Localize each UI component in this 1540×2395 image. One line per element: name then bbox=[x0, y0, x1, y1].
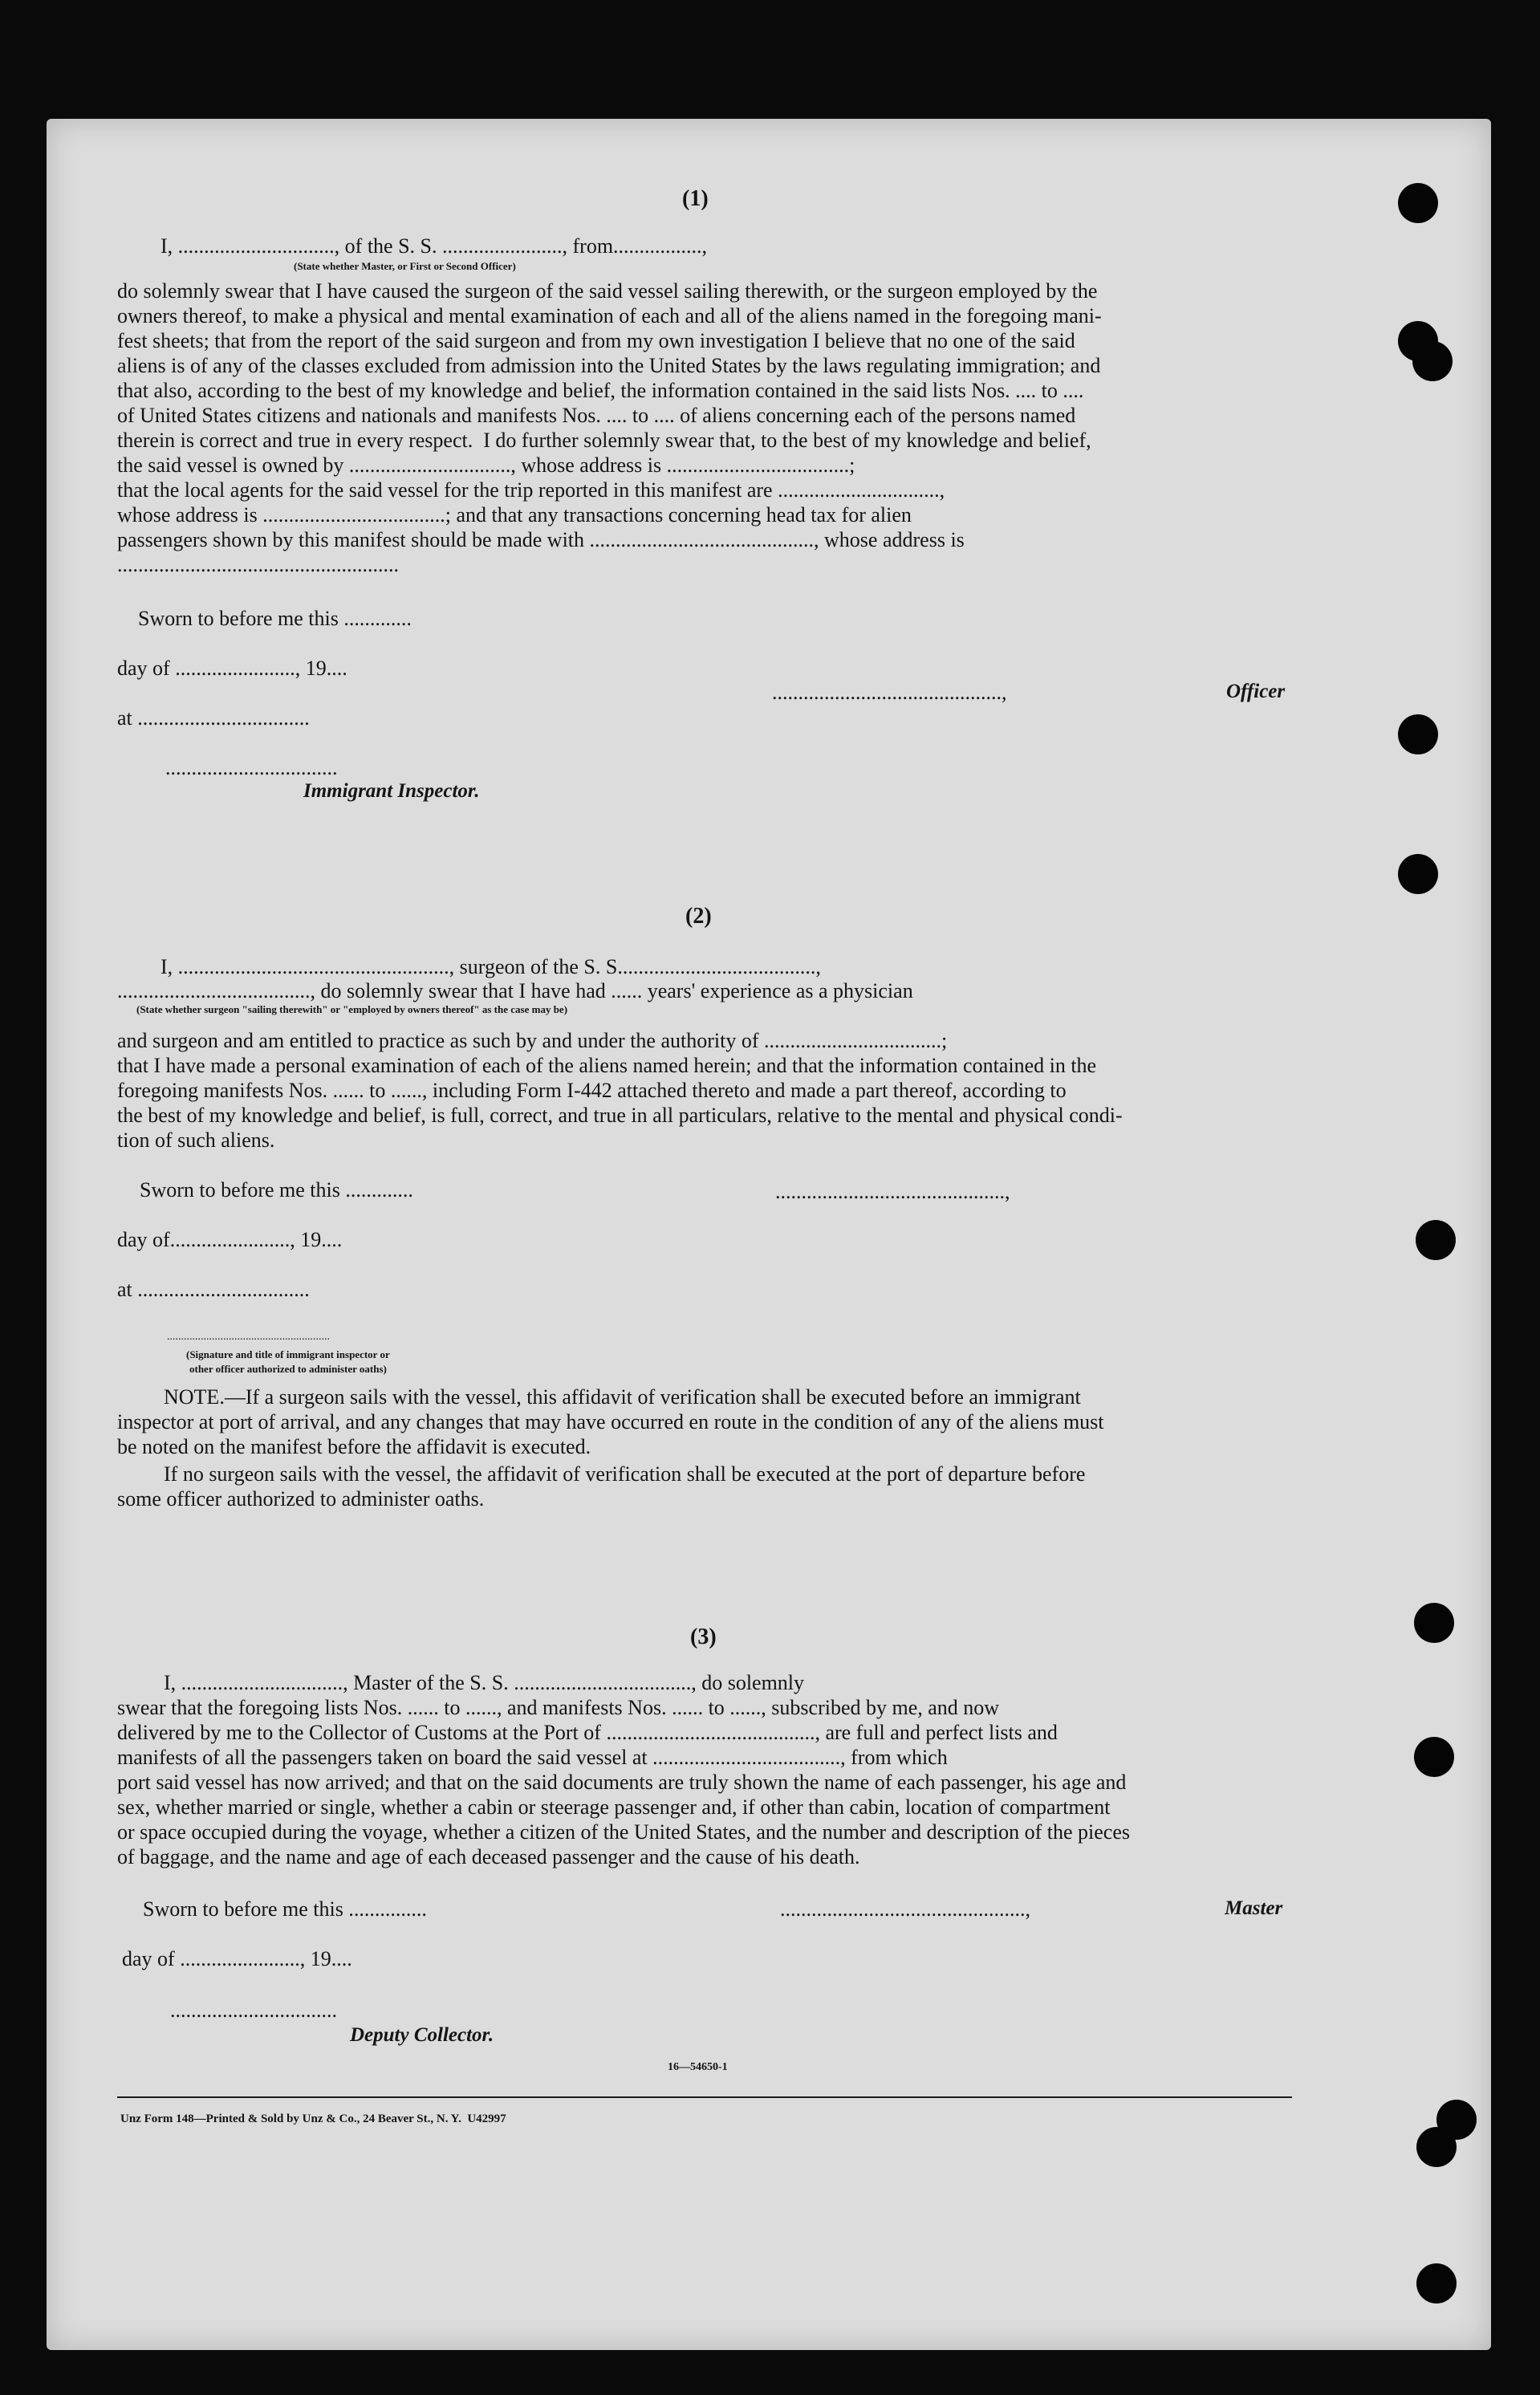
section-2-officer-line: ............................................, bbox=[775, 1180, 1015, 1203]
section-1-text-line: aliens is of any of the classes excluded from admission into the United States by the laws regulating immigration; and bbox=[117, 354, 1101, 377]
section-1-text-line: therein is correct and true in every respect. I do further solemnly swear that, to the best of my knowledge and belief, bbox=[117, 429, 1091, 452]
section-2-note-line: be noted on the manifest before the affidavit is executed. bbox=[117, 1435, 591, 1458]
section-2-text-line: the best of my knowledge and belief, is full, correct, and true in all particulars, relative to the mental and physical condi- bbox=[117, 1104, 1123, 1127]
section-1-text-line: ...................................................... bbox=[117, 553, 399, 576]
section-3-text-line: swear that the foregoing lists Nos. ...... to ......, and manifests Nos. ...... to ......, subscribed by me, and now bbox=[117, 1696, 1000, 1719]
section-1-text-line: of United States citizens and nationals and manifests Nos. .... to .... of aliens concerning each of the persons named bbox=[117, 404, 1076, 427]
binder-hole bbox=[1412, 341, 1453, 381]
binder-hole bbox=[1416, 2127, 1457, 2167]
section-2-note-line bbox=[164, 1385, 1081, 1409]
section-2-day: day of......................., 19.... bbox=[117, 1228, 343, 1251]
section-2-note-line: If no surgeon sails with the vessel, the affidavit of verification shall be executed at the port of departure before bbox=[164, 1462, 1086, 1486]
section-2-text-line: and surgeon and am entitled to practice as such by and under the authority of ..................................; bbox=[117, 1029, 948, 1052]
section-1-sworn: Sworn to before me this ............. bbox=[138, 607, 412, 630]
section-2-signature-note: (Signature and title of immigrant inspector or bbox=[186, 1348, 390, 1360]
section-1-officer-note: (State whether Master, or First or Second Officer) bbox=[294, 260, 516, 272]
section-3-text-line: or space occupied during the voyage, whether a citizen of the United States, and the number and description of the pieces bbox=[117, 1820, 1131, 1844]
section-3-text-line: sex, whether married or single, whether a cabin or steerage passenger and, if other than cabin, location of compartment bbox=[117, 1795, 1111, 1819]
binder-hole bbox=[1416, 2263, 1457, 2304]
section-1-text-line: do solemnly swear that I have caused the surgeon of the said vessel sailing therewith, or the surgeon employed by the bbox=[117, 279, 1098, 303]
section-1-text-line: that also, according to the best of my knowledge and belief, the information contained in the said lists Nos. .... to .... bbox=[117, 379, 1084, 402]
note-text: —If a surgeon sails with the vessel, this affidavit of verification shall be executed before an immigrant bbox=[224, 1385, 1081, 1409]
section-2-signature-line: .......................................................... bbox=[167, 1331, 330, 1343]
section-3-text-line: manifests of all the passengers taken on board the said vessel at ...................................., from which bbox=[117, 1746, 948, 1769]
section-1-at: at ................................. bbox=[117, 706, 310, 730]
section-2-text-line: tion of such aliens. bbox=[117, 1128, 275, 1152]
section-3-text-line: I, ..............................., Master of the S. S. .................................., do solemnly bbox=[164, 1671, 805, 1694]
section-3-sworn: Sworn to before me this ............... bbox=[143, 1897, 427, 1921]
section-1-inspector-title: Immigrant Inspector. bbox=[303, 780, 480, 802]
form-code: 16—54650-1 bbox=[668, 2061, 728, 2073]
section-3-master-line: ..............................................., bbox=[780, 1897, 1036, 1921]
section-1-text-line: that the local agents for the said vessel for the trip reported in this manifest are ..............................., bbox=[117, 478, 945, 502]
section-1-text-line: whose address is ...................................; and that any transactions concerning head tax for alien bbox=[117, 503, 912, 527]
section-2-text-line: that I have made a personal examination of each of the aliens named herein; and that the information contained in the bbox=[117, 1054, 1097, 1077]
section-1-day: day of ......................., 19.... bbox=[117, 657, 347, 680]
binder-hole bbox=[1398, 854, 1438, 894]
section-2-at: at ................................. bbox=[117, 1278, 310, 1301]
section-3-collector-title: Deputy Collector. bbox=[350, 2024, 494, 2046]
section-3-text-line: of baggage, and the name and age of each deceased passenger and the cause of his death. bbox=[117, 1845, 860, 1868]
section-1-text-line: passengers shown by this manifest should be made with ..........................................., whose address is bbox=[117, 528, 965, 551]
binder-hole bbox=[1414, 1603, 1454, 1643]
binder-hole bbox=[1416, 1220, 1456, 1260]
binder-hole bbox=[1414, 1737, 1454, 1777]
binder-hole bbox=[1398, 183, 1438, 223]
section-3-master-title: Master bbox=[1225, 1897, 1283, 1919]
section-1-text-line: fest sheets; that from the report of the said surgeon and from my own investigation I believe that no one of the said bbox=[117, 329, 1075, 352]
section-2-note-line: inspector at port of arrival, and any changes that may have occurred en route in the condition of any of the aliens must bbox=[117, 1410, 1104, 1433]
section-3-day: day of ......................., 19.... bbox=[122, 1947, 352, 1970]
section-1-text-line: owners thereof, to make a physical and mental examination of each and all of the aliens named in the foregoing mani- bbox=[117, 304, 1102, 327]
section-2-text-line: foregoing manifests Nos. ...... to ......, including Form I-442 attached thereto and made a part thereof, according to bbox=[117, 1079, 1067, 1102]
section-1-officer-line: ............................................, bbox=[772, 681, 1012, 704]
section-1-text-line: the said vessel is owned by ..............................., whose address is ...................................; bbox=[117, 453, 855, 477]
section-2-sworn: Sworn to before me this ............. bbox=[140, 1178, 413, 1202]
footer-rule bbox=[117, 2096, 1292, 2098]
section-3-text-line: delivered by me to the Collector of Customs at the Port of ........................................, are full and perfect lists and bbox=[117, 1721, 1058, 1744]
section-3-text-line: port said vessel has now arrived; and that on the said documents are truly shown the name of each passenger, his age and bbox=[117, 1771, 1127, 1794]
section-1-signature-line: ................................. bbox=[165, 756, 338, 779]
printer-imprint: Unz Form 148—Printed & Sold by Unz & Co., 24 Beaver St., N. Y. U42997 bbox=[120, 2112, 506, 2125]
binder-hole bbox=[1398, 714, 1438, 754]
section-3-signature-line: ................................ bbox=[170, 1999, 337, 2022]
section-2-surgeon-note: (State whether surgeon "sailing therewith" or "employed by owners thereof" as the case may be) bbox=[136, 1003, 568, 1015]
section-2-signature-note: other officer authorized to administer oaths) bbox=[189, 1363, 387, 1375]
section-2-second-line: ....................................., do solemnly swear that I have had ...... years' experience as a physician bbox=[117, 979, 913, 1002]
section-3-number: (3) bbox=[690, 1624, 717, 1649]
section-1-officer-title: Officer bbox=[1226, 681, 1286, 702]
section-1-first-line: I, .............................., of the S. S. ......................., from................., bbox=[161, 234, 708, 258]
section-2-first-line: I, ...................................................., surgeon of the S. S......................................, bbox=[161, 955, 821, 978]
note-label: NOTE. bbox=[164, 1385, 225, 1409]
section-2-number: (2) bbox=[685, 904, 712, 929]
section-1-number: (1) bbox=[682, 186, 709, 211]
section-2-note-line: some officer authorized to administer oaths. bbox=[117, 1487, 485, 1511]
